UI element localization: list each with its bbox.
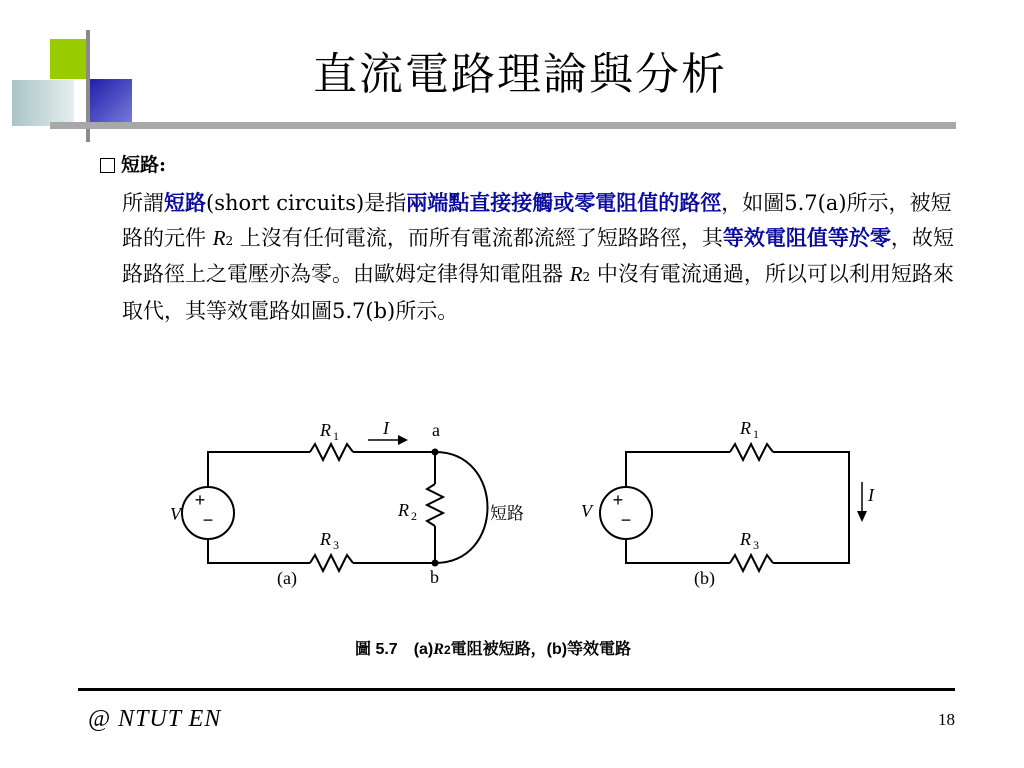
checkbox-bullet-icon bbox=[100, 158, 115, 173]
r1-label-b: R bbox=[740, 418, 751, 438]
wire bbox=[208, 540, 310, 563]
footer-divider bbox=[78, 688, 955, 691]
resistor-r1-b bbox=[730, 444, 773, 460]
text-run: 上沒有任何電流，而所有電流都流經了短路路徑，其 bbox=[233, 225, 723, 250]
text-run: ，故短路路徑上之電壓亦為零。由歐姆定律得知電阻器 bbox=[122, 225, 954, 286]
figure-caption bbox=[355, 636, 631, 659]
symbol-r: R bbox=[212, 225, 226, 250]
deco-blue-square bbox=[90, 79, 132, 127]
circuit-figure bbox=[150, 405, 874, 605]
node-b-label: b bbox=[430, 567, 439, 587]
caption-number: 圖 5.7 bbox=[355, 641, 398, 658]
r3-label-a: R bbox=[320, 529, 331, 549]
arrow-down-icon bbox=[857, 511, 867, 522]
node-b-dot bbox=[432, 560, 439, 567]
symbol-r: R bbox=[569, 262, 583, 286]
panel-label-b: (b) bbox=[694, 568, 715, 588]
panel-label-a: (a) bbox=[277, 568, 297, 588]
minus-sign: − bbox=[202, 510, 214, 530]
caption-subscript: 2 bbox=[443, 643, 451, 657]
symbol-subscript: 2 bbox=[582, 270, 591, 284]
short-label: 短路 bbox=[490, 504, 524, 524]
node-a-label: a bbox=[432, 420, 440, 440]
text-run: 中沒有電流通過，所以可以利用短路來取代，其等效電路如圖5.7(b)所示。 bbox=[122, 262, 954, 323]
text-run: ，如圖5.7(a)所示，被短路的元件 bbox=[122, 191, 952, 250]
bullet-heading bbox=[100, 150, 166, 177]
page-number: 18 bbox=[938, 710, 955, 729]
highlight-term: 兩端點直接接觸或零電阻值的路徑 bbox=[406, 190, 722, 215]
r2-sub-a: 2 bbox=[411, 509, 417, 523]
highlight-term: 等效電阻值等於零 bbox=[722, 224, 891, 250]
wire bbox=[208, 452, 310, 487]
caption-symbol: R bbox=[433, 641, 444, 658]
symbol-subscript: 2 bbox=[225, 233, 234, 248]
caption-text: (a) bbox=[413, 641, 434, 658]
wire bbox=[773, 452, 849, 563]
current-label-a: I bbox=[383, 418, 389, 438]
resistor-r1-a bbox=[310, 444, 353, 460]
resistor-r2-a bbox=[427, 484, 443, 526]
minus-sign: − bbox=[620, 510, 632, 530]
slide-title: 直流電路理論與分析 bbox=[313, 49, 727, 100]
deco-horizontal-line bbox=[50, 122, 956, 129]
text-run: (short circuits)是指 bbox=[206, 191, 407, 215]
r1-sub-b: 1 bbox=[753, 427, 759, 441]
node-a-dot bbox=[432, 449, 439, 456]
r3-sub-b: 3 bbox=[753, 538, 759, 552]
deco-green-square bbox=[50, 39, 90, 79]
deco-gray-square bbox=[12, 80, 74, 126]
source-label-v-b: V bbox=[581, 501, 592, 521]
bullet-label: 短路: bbox=[121, 154, 167, 176]
r3-sub-a: 3 bbox=[333, 538, 339, 552]
r1-sub-a: 1 bbox=[333, 429, 339, 443]
wire bbox=[626, 452, 730, 487]
resistor-r3-a bbox=[310, 555, 353, 571]
r2-label-a: R bbox=[398, 500, 409, 520]
r1-label-a: R bbox=[320, 420, 331, 440]
arrow-head-icon bbox=[398, 435, 408, 445]
caption-text: 電阻被短路，(b)等效電路 bbox=[450, 641, 632, 658]
short-path-arc bbox=[435, 452, 488, 563]
plus-sign: + bbox=[612, 490, 624, 510]
plus-sign: + bbox=[194, 490, 206, 510]
text-run: 所謂 bbox=[122, 191, 164, 215]
wire bbox=[626, 540, 730, 563]
body-paragraph bbox=[122, 186, 957, 328]
resistor-r3-b bbox=[730, 555, 773, 571]
circuit-b bbox=[600, 444, 849, 571]
source-label-v-a: V bbox=[170, 504, 181, 524]
highlight-term: 短路 bbox=[164, 190, 206, 215]
footer-label: @ NTUT EN bbox=[88, 706, 222, 732]
corner-decoration bbox=[0, 0, 160, 145]
r3-label-b: R bbox=[740, 529, 751, 549]
current-label-b: I bbox=[868, 485, 874, 505]
